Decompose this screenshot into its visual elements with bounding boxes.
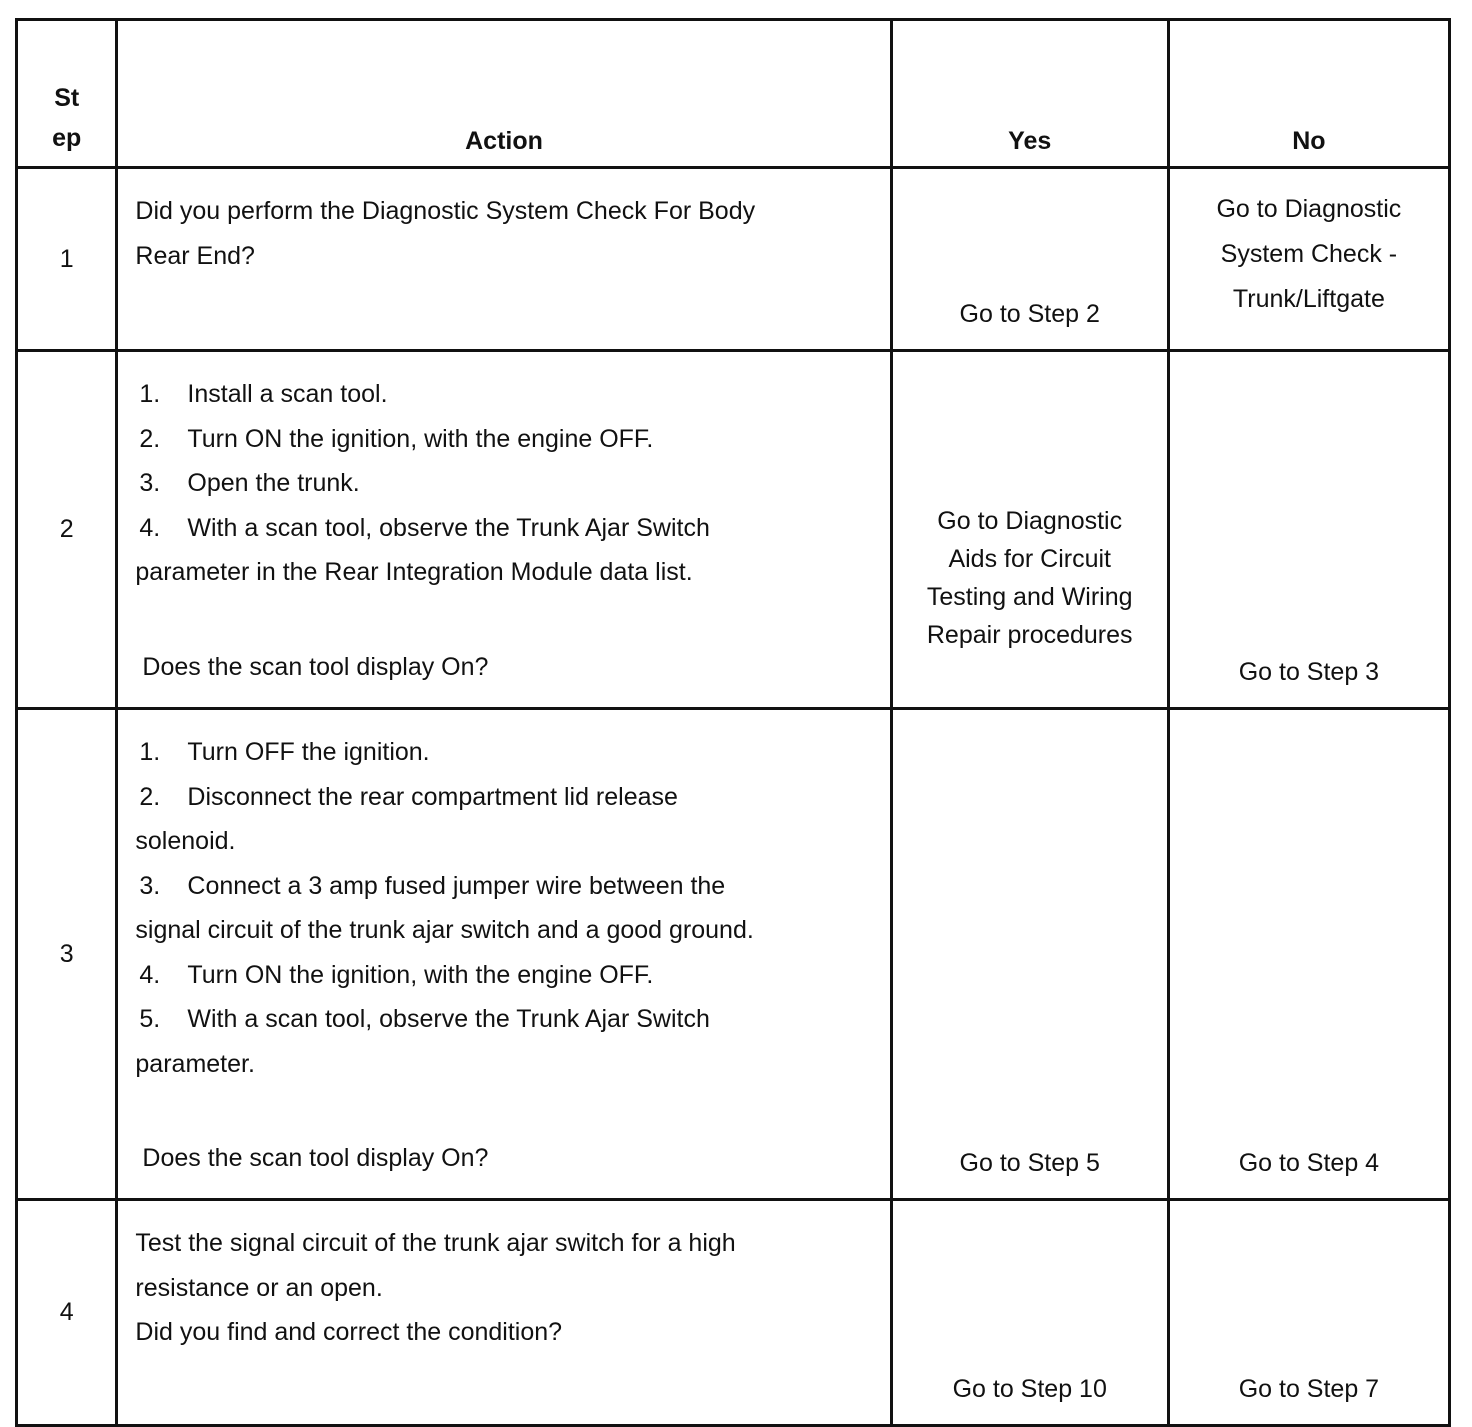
item-text: With a scan tool, observe the Trunk Ajar Switch — [187, 513, 710, 542]
no-result — [1170, 169, 1448, 322]
action-item-continuation: solenoid. — [135, 827, 236, 855]
yes-result-line: Aids for Circuit — [948, 545, 1111, 573]
no-result-line: Trunk/Liftgate — [1232, 285, 1385, 313]
table-row — [17, 709, 1450, 1200]
no-cell — [1168, 351, 1449, 709]
action-item — [135, 997, 875, 1042]
item-number: 1. — [139, 380, 161, 408]
item-text: Turn OFF the ignition. — [187, 738, 430, 766]
item-number: 5. — [139, 1005, 161, 1033]
item-text: With a scan tool, observe the Trunk Ajar Switch — [187, 1005, 710, 1033]
no-result-line: Go to Diagnostic — [1216, 195, 1402, 223]
item-number: 3. — [139, 871, 161, 900]
item-text: Open the trunk. — [187, 469, 360, 497]
item-number: 1. — [139, 738, 161, 766]
yes-cell — [891, 1200, 1168, 1426]
action-line: Test the signal circuit of the trunk ajar switch for a high — [135, 1229, 736, 1257]
action-item-continuation: parameter. — [135, 1049, 255, 1078]
header-action: Action — [117, 20, 891, 168]
diagnostic-table — [15, 18, 1451, 1427]
table-header-row — [17, 20, 1450, 168]
item-text: Connect a 3 amp fused jumper wire between the — [187, 871, 726, 900]
step-number: 3 — [17, 709, 117, 1200]
header-step-line1: St — [54, 84, 80, 112]
action-question: Does the scan tool display On? — [142, 1143, 489, 1172]
item-number: 4. — [139, 960, 161, 989]
action-item — [135, 417, 875, 462]
yes-result-line: Testing and Wiring — [926, 583, 1133, 611]
table-row — [17, 168, 1450, 351]
no-cell — [1168, 709, 1449, 1200]
header-yes: Yes — [891, 20, 1168, 168]
table-row — [17, 1200, 1450, 1426]
action-cell — [117, 1200, 891, 1426]
no-cell — [1168, 168, 1449, 351]
step-number: 2 — [17, 351, 117, 709]
action-cell — [117, 351, 891, 709]
no-result: Go to Step 3 — [1238, 658, 1380, 686]
action-line: Did you find and correct the condition? — [135, 1318, 563, 1346]
action-item-continuation: signal circuit of the trunk ajar switch and a good ground. — [135, 916, 754, 944]
item-text: Turn ON the ignition, with the engine OFF. — [187, 960, 654, 989]
item-text: Install a scan tool. — [187, 380, 388, 408]
action-item-continuation: parameter in the Rear Integration Module data list. — [135, 558, 693, 586]
yes-result-line: Go to Diagnostic — [937, 507, 1123, 535]
yes-result: Go to Step 5 — [959, 1149, 1100, 1177]
table-row — [17, 351, 1450, 709]
action-line: Rear End? — [135, 241, 255, 270]
item-text: Disconnect the rear compartment lid release — [187, 782, 678, 811]
item-text: Turn ON the ignition, with the engine OFF. — [187, 424, 654, 453]
yes-cell — [891, 168, 1168, 351]
action-item — [135, 953, 875, 998]
action-item — [135, 775, 875, 820]
header-step — [17, 20, 117, 168]
item-number: 2. — [139, 782, 161, 811]
action-cell — [117, 168, 891, 351]
item-number: 3. — [139, 469, 161, 497]
no-cell — [1168, 1200, 1449, 1426]
yes-result: Go to Step 2 — [959, 300, 1100, 328]
step-number: 1 — [17, 168, 117, 351]
yes-result-line: Repair procedures — [926, 621, 1133, 649]
header-step-line2: ep — [52, 124, 82, 152]
item-number: 2. — [139, 424, 161, 453]
no-result: Go to Step 7 — [1238, 1375, 1380, 1403]
action-line: Did you perform the Diagnostic System Check For Body — [135, 197, 756, 225]
item-number: 4. — [139, 513, 161, 542]
action-question: Does the scan tool display On? — [142, 652, 489, 681]
no-result-line: System Check - — [1220, 240, 1398, 268]
no-result: Go to Step 4 — [1238, 1149, 1380, 1177]
header-no: No — [1168, 20, 1449, 168]
yes-result: Go to Step 10 — [952, 1375, 1107, 1403]
step-number: 4 — [17, 1200, 117, 1426]
action-line: resistance or an open. — [135, 1273, 383, 1302]
action-cell — [117, 709, 891, 1200]
yes-cell — [891, 709, 1168, 1200]
yes-cell — [891, 351, 1168, 709]
action-item — [135, 730, 875, 775]
action-item — [135, 506, 875, 551]
yes-result — [893, 502, 1167, 654]
action-item — [135, 864, 875, 909]
action-item — [135, 461, 875, 506]
action-item — [135, 372, 875, 417]
